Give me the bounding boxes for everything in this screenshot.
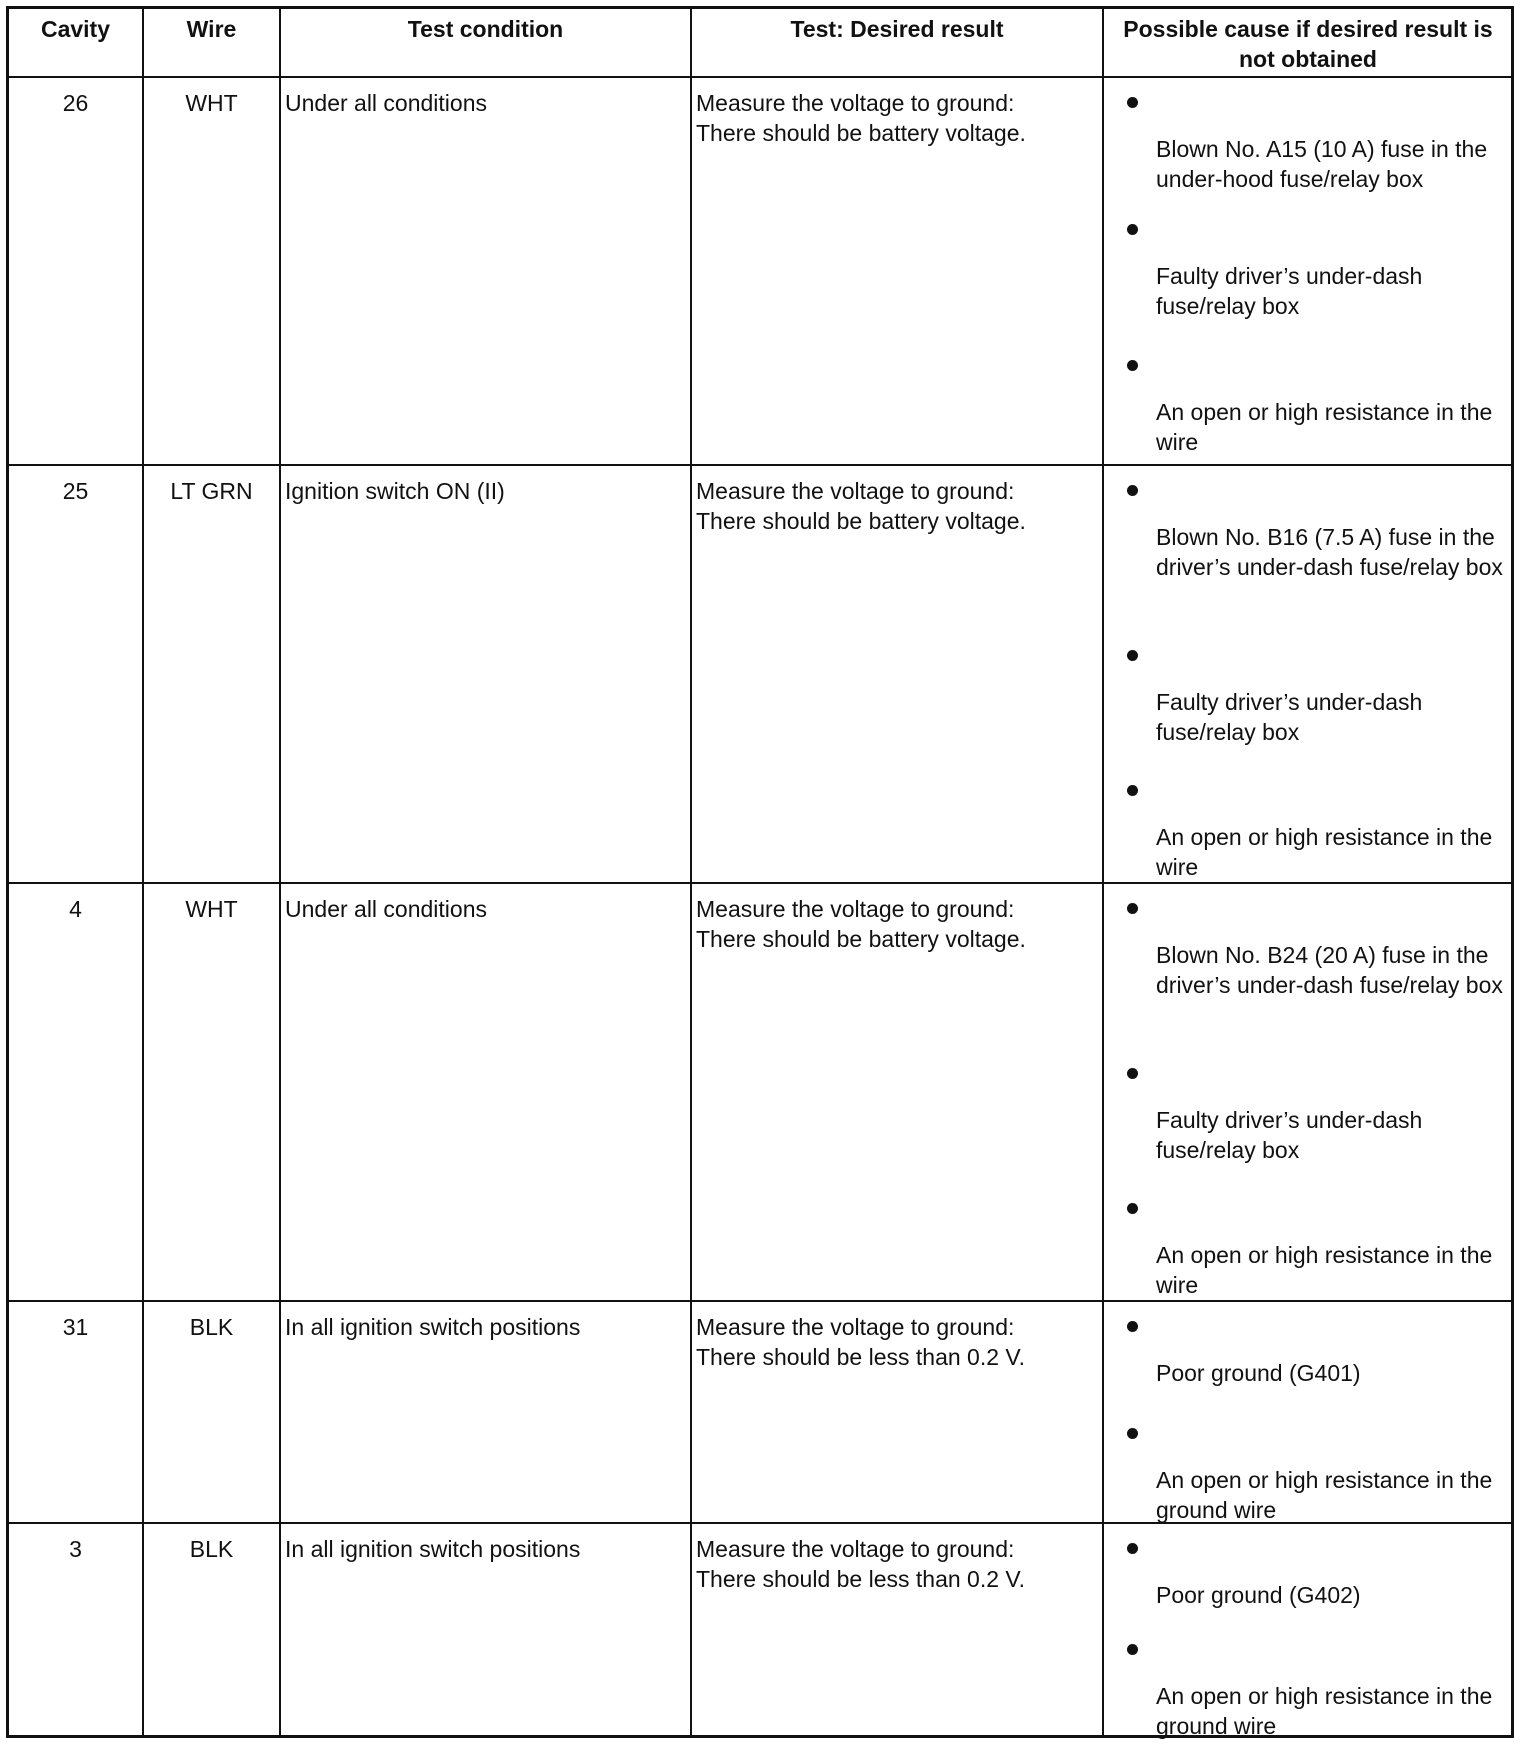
- cavity-cell: 31: [62, 1314, 89, 1340]
- bullet-icon: [1127, 1203, 1138, 1214]
- cause-text: Faulty driver’s under-dash fuse/relay box: [1156, 689, 1423, 745]
- bullet-icon: [1127, 97, 1138, 108]
- table-row: [9, 1302, 1511, 1522]
- header-possible-cause: Possible cause if desired result is not obtained: [1123, 16, 1493, 72]
- cause-text: Blown No. A15 (10 A) fuse in the under-hood fuse/relay box: [1156, 136, 1488, 192]
- condition-cell: In all ignition switch positions: [285, 1314, 581, 1340]
- bullet-icon: [1127, 1068, 1138, 1079]
- condition-cell: Under all conditions: [285, 90, 488, 116]
- desired-result-cell: [696, 476, 1096, 536]
- result-line: There should be less than 0.2 V.: [696, 1566, 1026, 1592]
- bullet-icon: [1127, 224, 1138, 235]
- desired-result-cell: [696, 1312, 1096, 1372]
- header-cavity: Cavity: [40, 16, 111, 42]
- table-row: [9, 1524, 1511, 1739]
- bullet-icon: [1127, 360, 1138, 371]
- condition-cell: In all ignition switch positions: [285, 1536, 581, 1562]
- cause-text: An open or high resistance in the ground wire: [1156, 1683, 1493, 1739]
- desired-result-cell: [696, 1534, 1096, 1594]
- cause-text: Poor ground (G401): [1156, 1360, 1361, 1386]
- condition-cell: Ignition switch ON (II): [285, 478, 505, 504]
- wire-cell: BLK: [189, 1536, 234, 1562]
- table-row: [9, 884, 1511, 1300]
- bullet-icon: [1127, 785, 1138, 796]
- result-line: Measure the voltage to ground:: [696, 1536, 1015, 1562]
- cause-text: Blown No. B16 (7.5 A) fuse in the driver’s under-dash fuse/relay box: [1156, 524, 1503, 580]
- result-line: There should be battery voltage.: [696, 508, 1026, 534]
- header-wire: Wire: [186, 16, 237, 42]
- bullet-icon: [1127, 485, 1138, 496]
- result-line: Measure the voltage to ground:: [696, 1314, 1015, 1340]
- header-desired-result: Test: Desired result: [790, 16, 1004, 42]
- result-line: There should be battery voltage.: [696, 926, 1026, 952]
- cause-text: Blown No. B24 (20 A) fuse in the driver’s under-dash fuse/relay box: [1156, 942, 1503, 998]
- cause-text: Poor ground (G402): [1156, 1582, 1361, 1608]
- cause-text: An open or high resistance in the wire: [1156, 824, 1493, 880]
- cavity-cell: 25: [62, 478, 89, 504]
- bullet-icon: [1127, 903, 1138, 914]
- desired-result-cell: [696, 894, 1096, 954]
- cavity-cell: 26: [62, 90, 89, 116]
- cause-text: Faulty driver’s under-dash fuse/relay box: [1156, 1107, 1423, 1163]
- cause-text: Faulty driver’s under-dash fuse/relay box: [1156, 263, 1423, 319]
- wire-cell: WHT: [185, 896, 238, 922]
- wire-cell: WHT: [185, 90, 238, 116]
- condition-cell: Under all conditions: [285, 896, 488, 922]
- bullet-icon: [1127, 1644, 1138, 1655]
- cause-text: An open or high resistance in the wire: [1156, 1242, 1493, 1298]
- wire-cell: BLK: [189, 1314, 234, 1340]
- cause-text: An open or high resistance in the ground wire: [1156, 1467, 1493, 1523]
- bullet-icon: [1127, 1543, 1138, 1554]
- cause-text: An open or high resistance in the wire: [1156, 399, 1493, 455]
- bullet-icon: [1127, 650, 1138, 661]
- result-line: There should be battery voltage.: [696, 120, 1026, 146]
- result-line: Measure the voltage to ground:: [696, 896, 1015, 922]
- header-test-condition: Test condition: [407, 16, 564, 42]
- table-row: [9, 466, 1511, 882]
- table-row: [9, 78, 1511, 464]
- cavity-cell: 4: [69, 896, 82, 922]
- bullet-icon: [1127, 1321, 1138, 1332]
- result-line: Measure the voltage to ground:: [696, 90, 1015, 116]
- cavity-cell: 3: [69, 1536, 82, 1562]
- bullet-icon: [1127, 1428, 1138, 1439]
- result-line: Measure the voltage to ground:: [696, 478, 1015, 504]
- diagnostic-table: [6, 6, 1514, 1738]
- result-line: There should be less than 0.2 V.: [696, 1344, 1026, 1370]
- desired-result-cell: [696, 88, 1096, 148]
- wire-cell: LT GRN: [170, 478, 253, 504]
